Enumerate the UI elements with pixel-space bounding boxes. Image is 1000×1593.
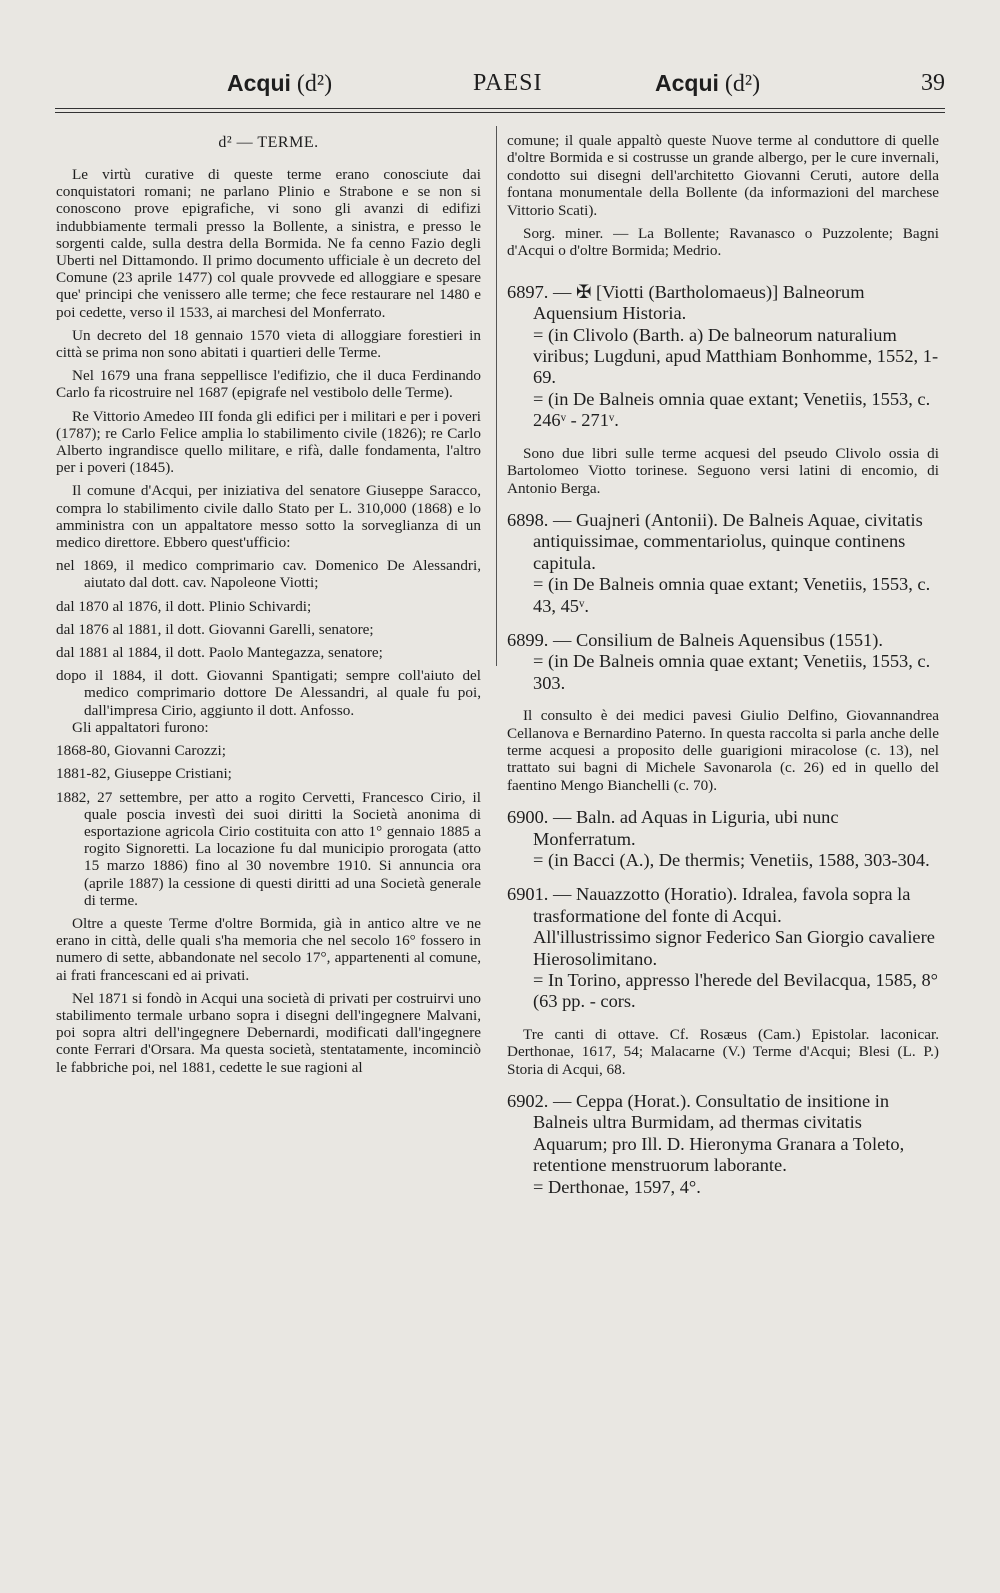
director-item: dal 1881 al 1884, il dott. Paolo Mantegazza, senatore;: [56, 644, 383, 662]
paragraph: Gli appaltatori furono:: [72, 718, 209, 736]
column-divider: [496, 126, 497, 666]
header-center: PAESI: [473, 70, 543, 96]
page-number: 39: [921, 70, 945, 96]
entry-edition: = (in De Balneis omnia quae extant; Venetiis, 1553, c. 246ᵛ - 271ᵛ.: [533, 388, 931, 431]
entry-edition: = (in De Balneis omnia quae extant; Venetiis, 1553, c. 303.: [533, 651, 931, 693]
bibliography-entry: 6898. — Guajneri (Antonii). De Balneis Aquae, civitatis antiquissimae, commentariolus, quinque continens capitula.: [507, 509, 923, 573]
contractor-item: 1881-82, Giuseppe Cristiani;: [56, 765, 232, 783]
section-heading: d² — TERME.: [218, 134, 319, 151]
paragraph: Il comune d'Acqui, per iniziativa del senatore Giuseppe Saracco, compra lo stabilimento civile dallo Stato per L. 310,000 (1868) e lo amministra con un appaltatore messo sotto la sorveglianza di un medico direttore. Ebbero quest'ufficio:: [56, 482, 481, 552]
entry-edition: = (in Bacci (A.), De thermis; Venetiis, 1588, 303-304.: [533, 850, 930, 870]
entry-dedication: All'illustrissimo signor Federico San Giorgio cavaliere Hierosolimitano.: [533, 927, 935, 969]
entry-note: Sono due libri sulle terme acquesi del pseudo Clivolo ossia di Bartolomeo Viotto torinese. Seguono versi latini di encomio, di Antonio Berga.: [507, 444, 939, 497]
director-item: dal 1870 al 1876, il dott. Plinio Schivardi;: [56, 597, 312, 615]
left-column: [56, 132, 481, 1076]
paragraph: Nel 1871 si fondò in Acqui una società di privati per costruirvi uno stabilimento termale urbano sopra i disegni dell'ingegnere Malvani, poi sopra altri dell'ingegnere Debernardi, modificati dall'ingegnere conte Ferrari d'Orsara. Ma questa società, stentatamente, incominciò le fabbriche poi, nel 1881, cedette le sue ragioni al: [56, 989, 481, 1076]
right-column: [507, 132, 939, 1198]
paragraph: comune; il quale appaltò queste Nuove terme al conduttore di quelle d'oltre Bormida e si costrusse un grande albergo, per le cure invernali, condotto sui disegni dell'architetto Giovanni Ceruti, autore della fontana monumentale della Bollente (da informazioni del marchese Vittorio Scati).: [507, 132, 939, 219]
entry-edition: = Derthonae, 1597, 4°.: [533, 1176, 701, 1197]
bibliography-entry: 6901. — Nauazzotto (Horatio). Idralea, favola sopra la trasformatione del fonte di Acqui.: [507, 884, 911, 926]
director-item: nel 1869, il medico comprimario cav. Domenico De Alessandri, aiutato dal dott. cav. Napoleone Viotti;: [56, 557, 481, 592]
running-header: [55, 68, 945, 104]
contractor-item: 1882, 27 settembre, per atto a rogito Cervetti, Francesco Cirio, il quale poscia investì dei suoi diritti la Società anonima di esportazione agricola Cirio costituita con atto 1° gennaio 1885 a rogito Signoretti. La locazione fu dal municipio prorogata (atto 15 marzo 1886) fino al 30 novembre 1910. Si annuncia ora (aprile 1887) la cessione di questi diritti ad una Società generale di terme.: [56, 788, 481, 909]
header-right: Acqui (d²): [655, 70, 761, 97]
entry-note: Tre canti di ottave. Cf. Rosæus (Cam.) Epistolar. laconicar. Derthonae, 1617, 54; Malacarne (V.) Terme d'Acqui; Blesi (L. P.) Storia di Acqui, 68.: [507, 1025, 939, 1078]
entry-edition: = In Torino, appresso l'herede del Bevilacqua, 1585, 8° (63 pp. - cors.: [533, 970, 938, 1012]
bibliography-entry: 6902. — Ceppa (Horat.). Consultatio de insitione in Balneis ultra Burmidam, ad thermas civitatis Aquarum; pro Ill. D. Hieronyma Granara a Toleto, retentione menstruorum laborante.: [507, 1091, 905, 1176]
entry-edition: = (in Clivolo (Barth. a) De balneorum naturalium viribus; Lugduni, apud Matthiam Bonhomme, 1552, 1-69.: [533, 324, 939, 388]
paragraph: Re Vittorio Amedeo III fonda gli edifici per i militari e per i poveri (1787); re Carlo Felice amplia lo stabilimento civile (1826); re Carlo Alberto ingrandisce quello militare, e rifà, dalle fondamenta, l'altro per i poveri (1845).: [56, 407, 481, 477]
paragraph: Sorg. miner. — La Bollente; Ravanasco o Puzzolente; Bagni d'Acqui o d'oltre Bormida; Medrio.: [507, 225, 939, 260]
director-item: dal 1876 al 1881, il dott. Giovanni Garelli, senatore;: [56, 620, 374, 638]
paragraph: Oltre a queste Terme d'oltre Bormida, già in antico altre ve ne erano in città, delle quali s'ha memoria che nel secolo 16° fossero in numero di sette, abbandonate nel secolo 17°, appartenenti al comune, ai frati francescani ed ai privati.: [56, 914, 481, 984]
bibliography-entry: 6897. — ✠ [Viotti (Bartholomaeus)] Balneorum Aquensium Historia.: [507, 281, 865, 324]
entry-edition: = (in De Balneis omnia quae extant; Venetiis, 1553, c. 43, 45ᵛ.: [533, 574, 931, 616]
bibliography-entry: 6900. — Baln. ad Aquas in Liguria, ubi nunc Monferratum.: [507, 807, 839, 849]
bibliography-entry: 6899. — Consilium de Balneis Aquensibus (1551).: [507, 629, 883, 650]
header-rule-second: [55, 112, 945, 113]
entry-note: Il consulto è dei medici pavesi Giulio Delfino, Giovannandrea Cellanova e Bernardino Paterno. In questa raccolta si parla anche delle terme acquesi a proposito delle guarigioni miracolose (c. 13), nel trattato sui bagni di Michele Savonarola (c. 26) ed in quello del faentino Mengo Bianchelli (c. 70).: [507, 707, 939, 794]
header-rule: [55, 108, 945, 109]
paragraph: Le virtù curative di queste terme erano conosciute dai conquistatori romani; ne parlano Plinio e Strabone e se non si conoscono prove epigrafiche, vi sono gli avanzi di edifizi indubbiamente termali presso la Bollente, a sinistra, e presso le sorgenti calde, sulla destra della Bormida. Ne fa cenno Fazio degli Uberti nel Dittamondo. Il primo documento ufficiale è un decreto del Comune (23 aprile 1477) col quale provvede ed alloggiare e spesare que' principi che venissero alle terme; che fece restaurare nel 1480 e poi cedette, verso il 1533, ai marchesi del Monferrato.: [56, 166, 481, 321]
paragraph: Un decreto del 18 gennaio 1570 vieta di alloggiare forestieri in città se prima non sono abitati i quartieri delle Terme.: [56, 326, 481, 362]
director-item: dopo il 1884, il dott. Giovanni Spantigati; sempre coll'aiuto del medico comprimario dottore De Alessandri, al quale fu poi, dall'impresa Cirio, aggiunto il dott. Anfosso.: [56, 667, 481, 719]
header-left: Acqui (d²): [227, 70, 333, 97]
contractor-item: 1868-80, Giovanni Carozzi;: [56, 742, 226, 760]
paragraph: Nel 1679 una frana seppellisce l'edifizio, che il duca Ferdinando Carlo fa ricostruire nel 1687 (epigrafe nel vestibolo delle Terme).: [56, 367, 481, 402]
